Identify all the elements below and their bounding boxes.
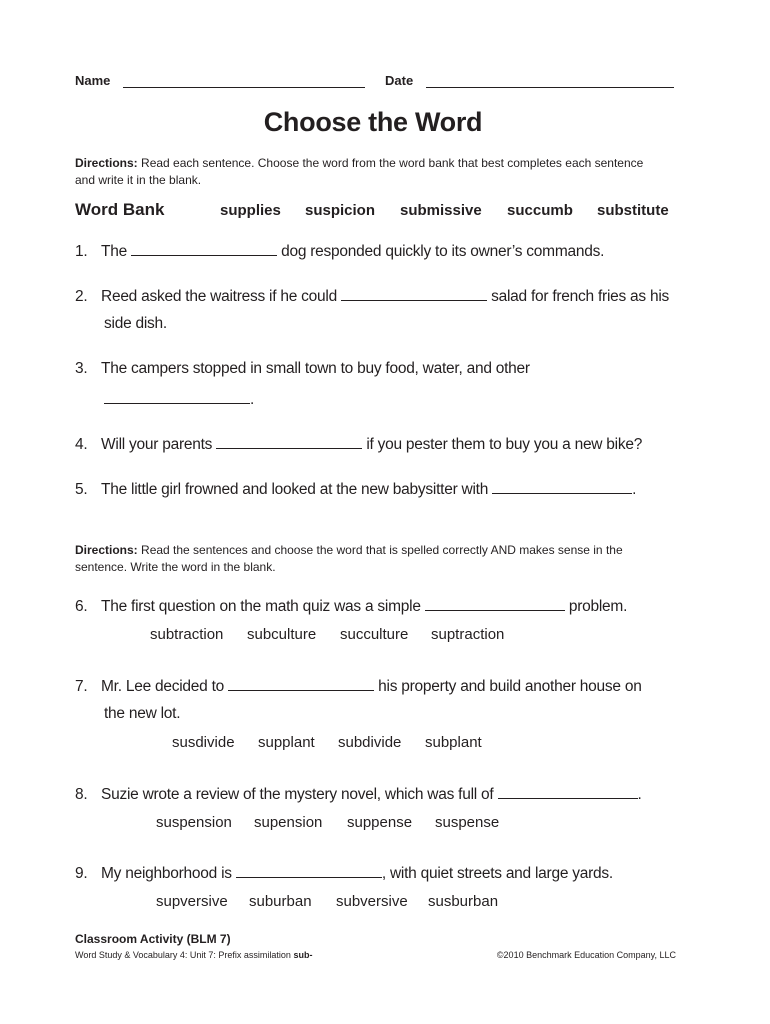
answer-option[interactable]: succulture — [340, 626, 409, 643]
question-text: . — [637, 786, 642, 803]
footer-course-text: Word Study & Vocabulary 4: Unit 7: Prefix assimilation — [75, 950, 294, 960]
question-text: if you pester them to buy you a new bike? — [366, 436, 643, 453]
word-bank-word: substitute — [597, 202, 669, 219]
question-number: 2. — [75, 288, 88, 305]
directions-1-label: Directions: — [75, 156, 138, 170]
question-text: My neighborhood is — [101, 865, 232, 882]
answer-option[interactable]: subversive — [336, 893, 408, 910]
answer-option[interactable]: suspension — [156, 814, 232, 831]
question-4 — [75, 434, 642, 454]
question-8 — [75, 784, 642, 804]
answer-blank[interactable] — [498, 784, 638, 799]
name-field[interactable] — [123, 87, 365, 88]
answer-option[interactable]: susdivide — [172, 734, 235, 751]
question-text: Mr. Lee decided to — [101, 678, 225, 695]
question-number: 6. — [75, 598, 88, 615]
directions-2 — [75, 542, 675, 576]
question-text: problem. — [568, 598, 628, 615]
question-number: 8. — [75, 786, 88, 803]
question-text: his property and build another house on — [378, 678, 642, 695]
question-text: . — [632, 481, 637, 498]
answer-blank[interactable] — [216, 434, 362, 449]
name-label: Name — [75, 73, 111, 88]
answer-option[interactable]: susburban — [428, 893, 499, 910]
question-text: The — [101, 243, 127, 260]
question-text: Will your parents — [101, 436, 213, 453]
directions-1 — [75, 155, 665, 189]
word-bank-word: supplies — [220, 202, 281, 219]
question-2-line-2: side dish. — [104, 315, 167, 332]
question-3-line-2 — [104, 389, 254, 409]
answer-blank[interactable] — [228, 676, 374, 691]
answer-option[interactable]: suburban — [249, 893, 312, 910]
answer-blank[interactable] — [104, 389, 250, 404]
footer-course — [75, 950, 312, 960]
answer-option[interactable]: supplant — [258, 734, 315, 751]
answer-blank[interactable] — [492, 479, 632, 494]
footer-course-prefix: sub- — [293, 950, 313, 960]
date-field[interactable] — [426, 87, 674, 88]
question-number: 9. — [75, 865, 88, 882]
question-text: The little girl frowned and looked at the new babysitter with — [101, 481, 489, 498]
word-bank-word: suspicion — [305, 202, 376, 219]
question-number: 5. — [75, 481, 88, 498]
date-label: Date — [385, 73, 414, 88]
question-text: . — [250, 391, 255, 408]
question-text: , with quiet streets and large yards. — [381, 865, 613, 882]
word-bank-word: submissive — [400, 202, 482, 219]
answer-option[interactable]: supension — [254, 814, 323, 831]
question-number: 1. — [75, 243, 88, 260]
question-text: Reed asked the waitress if he could — [101, 288, 337, 305]
answer-option[interactable]: supversive — [156, 893, 228, 910]
footer-activity: Classroom Activity (BLM 7) — [75, 932, 231, 946]
directions-1-text: Read each sentence. Choose the word from the word bank that best completes each sentence and write it in the blank. — [75, 156, 644, 187]
question-2 — [75, 286, 669, 306]
question-3 — [75, 360, 530, 378]
question-text: The first question on the math quiz was a simple — [101, 598, 421, 615]
page-title: Choose the Word — [263, 107, 483, 137]
question-text: Suzie wrote a review of the mystery novel, which was full of — [101, 786, 494, 803]
question-7 — [75, 676, 642, 696]
question-number: 3. — [75, 360, 88, 377]
answer-option[interactable]: subculture — [247, 626, 317, 643]
footer-copyright: ©2010 Benchmark Education Company, LLC — [496, 950, 676, 960]
answer-blank[interactable] — [236, 863, 382, 878]
word-bank-word: succumb — [507, 202, 573, 219]
question-7-line-2: the new lot. — [104, 705, 181, 722]
word-bank-title: Word Bank — [75, 200, 165, 219]
answer-blank[interactable] — [131, 241, 277, 256]
question-number: 4. — [75, 436, 88, 453]
question-6 — [75, 596, 627, 616]
answer-option[interactable]: subplant — [425, 734, 482, 751]
question-text: salad for french fries as his — [491, 288, 670, 305]
question-number: 7. — [75, 678, 88, 695]
directions-2-label: Directions: — [75, 543, 138, 557]
answer-option[interactable]: subdivide — [338, 734, 402, 751]
answer-option[interactable]: suppense — [347, 814, 413, 831]
question-5 — [75, 479, 636, 499]
answer-option[interactable]: suspense — [435, 814, 500, 831]
answer-option[interactable]: suptraction — [431, 626, 505, 643]
answer-blank[interactable] — [425, 596, 565, 611]
question-1 — [75, 241, 604, 261]
question-text: The campers stopped in small town to buy food, water, and other — [101, 360, 530, 377]
question-9 — [75, 863, 613, 883]
answer-blank[interactable] — [341, 286, 487, 301]
directions-2-text: Read the sentences and choose the word that is spelled correctly AND makes sense in the sentence. Write the word in the blank. — [75, 543, 623, 574]
question-text: dog responded quickly to its owner’s commands. — [281, 243, 605, 260]
answer-option[interactable]: subtraction — [150, 626, 224, 643]
